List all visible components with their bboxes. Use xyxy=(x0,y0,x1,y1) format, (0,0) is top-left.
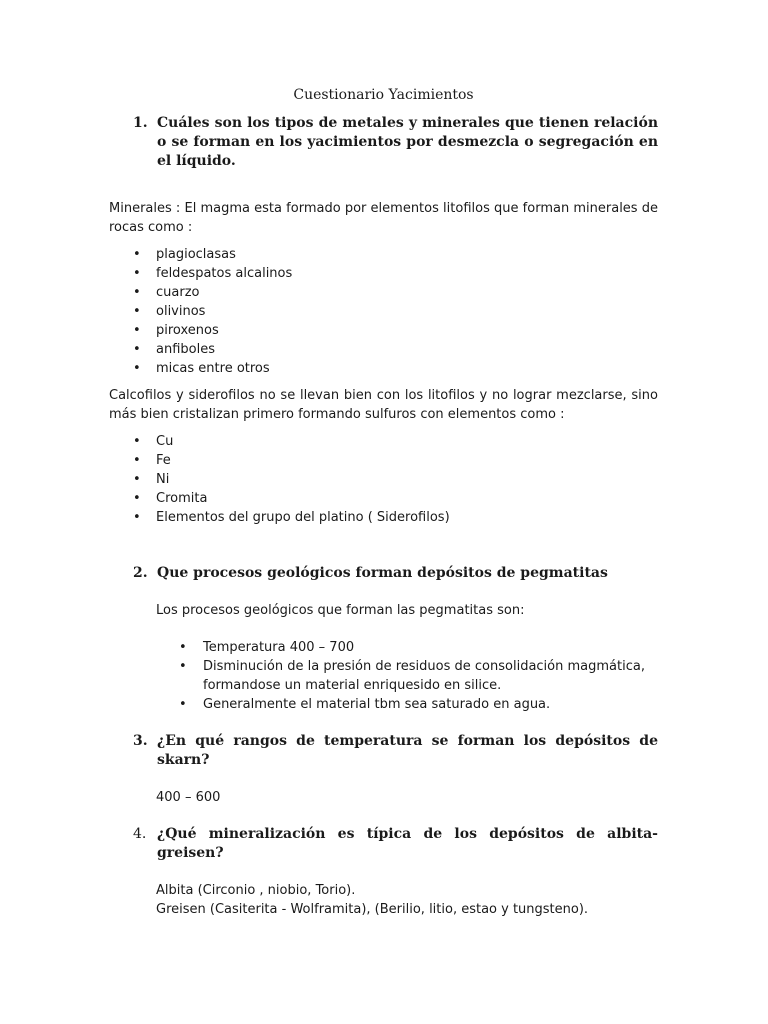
bullet-icon: • xyxy=(133,304,141,319)
question-1 xyxy=(109,114,658,171)
q1-paragraph-2: Calcofilos y siderofilos no se llevan bien con los litofilos y no lograr mezclarse, sino más bien cristalizan primero formando sulfuros con elementos como : xyxy=(109,388,658,422)
list-item: • feldespatos alcalinos xyxy=(133,266,293,281)
question-4-number: 4. xyxy=(133,826,147,842)
question-4 xyxy=(109,825,658,863)
question-3 xyxy=(109,732,658,770)
bullet-icon: • xyxy=(133,472,141,487)
bullet-icon: • xyxy=(179,659,187,674)
q2-process-list xyxy=(109,638,658,714)
list-item: • micas entre otros xyxy=(133,361,270,376)
list-item: • Elementos del grupo del platino ( Siderofilos) xyxy=(133,510,450,525)
bullet-icon: • xyxy=(133,510,141,525)
bullet-icon: • xyxy=(179,697,187,712)
list-item: • Disminución de la presión de residuos de consolidación magmática, formandose un material enriquesido en silice. xyxy=(179,659,645,693)
question-1-text: Cuáles son los tipos de metales y minerales que tienen relación o se forman en los yacimientos por desmezcla o segregación en el líquido. xyxy=(157,115,658,169)
q1-element-list xyxy=(109,432,658,527)
question-3-text: ¿En qué rangos de temperatura se forman los depósitos de skarn? xyxy=(157,733,658,768)
list-item: • Generalmente el material tbm sea saturado en agua. xyxy=(179,697,551,712)
bullet-icon: • xyxy=(133,266,141,281)
q4-answer-albita: Albita (Circonio , niobio, Torio). xyxy=(156,883,356,898)
document-title: Cuestionario Yacimientos xyxy=(293,87,474,103)
q4-answer-greisen: Greisen (Casiterita - Wolframita), (Berilio, litio, estao y tungsteno). xyxy=(156,902,589,917)
bullet-icon: • xyxy=(133,285,141,300)
q3-answer: 400 – 600 xyxy=(156,790,221,805)
question-1-number: 1. xyxy=(133,115,148,131)
bullet-icon: • xyxy=(179,640,187,655)
question-2-text: Que procesos geológicos forman depósitos de pegmatitas xyxy=(157,565,608,581)
document-page xyxy=(109,86,658,919)
list-item: • Fe xyxy=(133,453,171,468)
bullet-icon: • xyxy=(133,453,141,468)
question-4-text: ¿Qué mineralización es típica de los depósitos de albita- greisen? xyxy=(157,826,658,861)
q1-mineral-list xyxy=(109,245,658,378)
list-item: • Temperatura 400 – 700 xyxy=(179,640,355,655)
question-2-number: 2. xyxy=(133,565,148,581)
bullet-icon: • xyxy=(133,247,141,262)
list-item: • plagioclasas xyxy=(133,247,236,262)
list-item: • Cu xyxy=(133,434,174,449)
list-item: • Ni xyxy=(133,472,170,487)
bullet-icon: • xyxy=(133,342,141,357)
list-item: • olivinos xyxy=(133,304,206,319)
q2-intro: Los procesos geológicos que forman las pegmatitas son: xyxy=(156,603,525,618)
list-item: • cuarzo xyxy=(133,285,200,300)
list-item: • anfiboles xyxy=(133,342,215,357)
bullet-icon: • xyxy=(133,361,141,376)
list-item: • piroxenos xyxy=(133,323,219,338)
q1-intro: Minerales : El magma esta formado por elementos litofilos que forman minerales de rocas como : xyxy=(109,201,658,235)
list-item: • Cromita xyxy=(133,491,208,506)
question-2 xyxy=(109,564,658,583)
bullet-icon: • xyxy=(133,491,141,506)
question-3-number: 3. xyxy=(133,733,148,749)
bullet-icon: • xyxy=(133,323,141,338)
bullet-icon: • xyxy=(133,434,141,449)
